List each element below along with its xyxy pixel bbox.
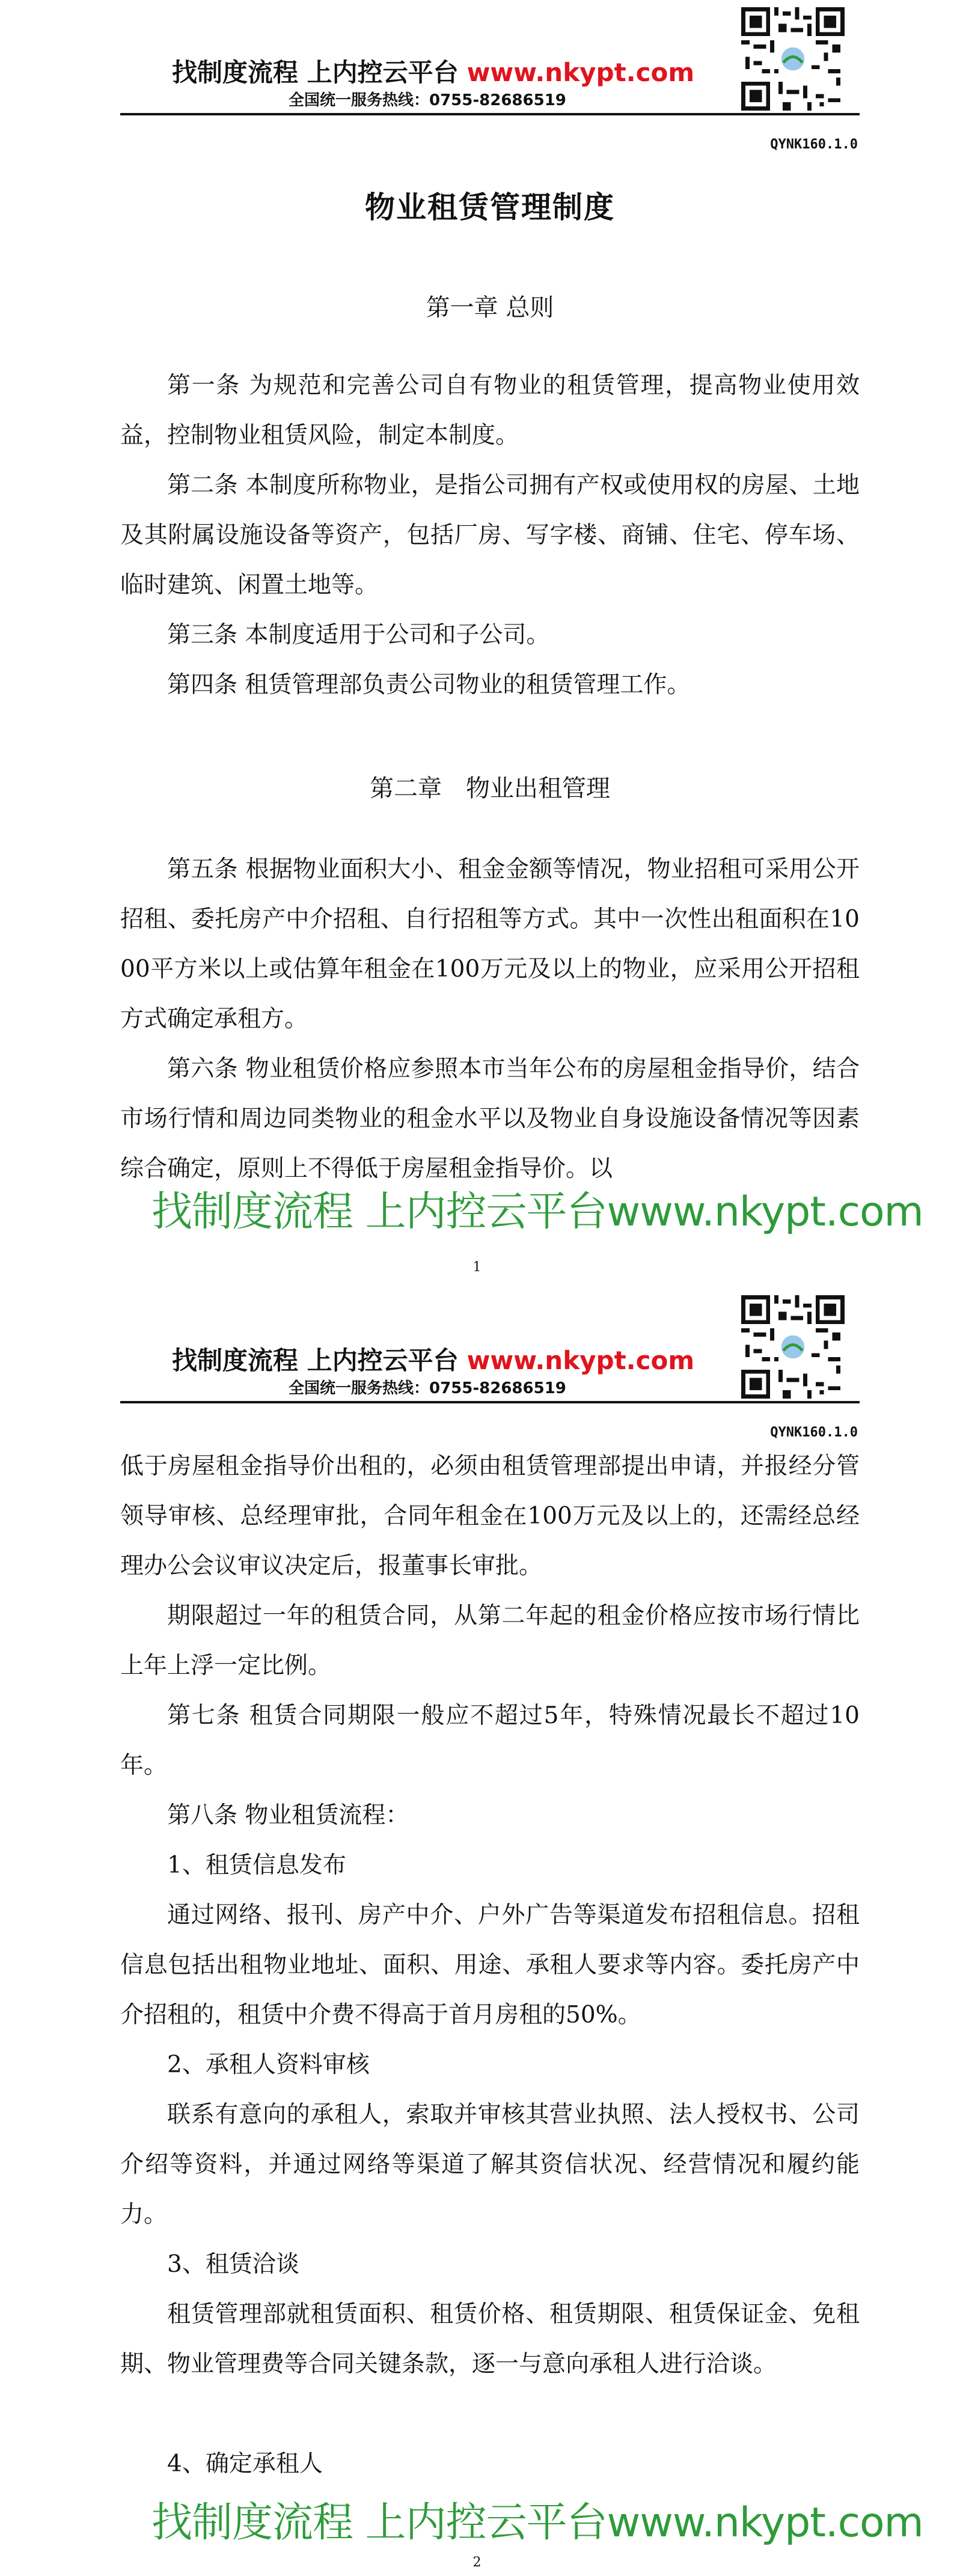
page-number: 2 xyxy=(472,2555,482,2570)
header-brand-text: 找制度流程 上内控云平台 xyxy=(172,1346,459,1375)
article-paragraph: 第八条 物业租赁流程： xyxy=(167,1802,409,1829)
header-url-link[interactable]: www.nkypt.com xyxy=(466,58,695,87)
article-paragraph: 第六条 物业租赁价格应参照本市当年公布的房屋租金指导价，结合市场行情和周边同类物业的租金水平以及物业自身设施设备情况等因素综合确定，原则上不得低于房屋租金指导价。以 xyxy=(120,1055,860,1182)
doc-code: QYNK160.1.0 xyxy=(770,1425,858,1440)
doc-code: QYNK160.1.0 xyxy=(770,137,858,152)
document-title: 物业租赁管理制度 xyxy=(365,189,615,225)
article-paragraph: 期限超过一年的租赁合同，从第二年起的租金价格应按市场行情比上年上浮一定比例。 xyxy=(120,1602,860,1679)
article-paragraph: 第三条 本制度适用于公司和子公司。 xyxy=(167,621,550,649)
header-url-link[interactable]: www.nkypt.com xyxy=(466,1346,695,1375)
article-paragraph: 第四条 租赁管理部负责公司物业的租赁管理工作。 xyxy=(167,671,691,698)
header-brand-text: 找制度流程 上内控云平台 xyxy=(172,58,459,87)
step-paragraph: 联系有意向的承租人，索取并审核其营业执照、法人授权书、公司介绍等资料，并通过网络等渠道了解其资信状况、经营情况和履约能力。 xyxy=(120,2101,860,2228)
chapter-heading: 第一章 总则 xyxy=(426,294,554,322)
article-paragraph: 第二条 本制度所称物业，是指公司拥有产权或使用权的房屋、土地及其附属设施设备等资产，包括厂房、写字楼、商铺、住宅、停车场、临时建筑、闲置土地等。 xyxy=(120,472,860,599)
article-paragraph: 第五条 根据物业面积大小、租金金额等情况，物业招租可采用公开招租、委托房产中介招租、自行招租等方式。其中一次性出租面积在1000平方米以上或估算年租金在100万元及以上的物业，应采用公开招租方式确定承租方。 xyxy=(120,856,860,1033)
step-heading: 2、承租人资料审核 xyxy=(167,2051,370,2078)
article-paragraph: 第七条 租赁合同期限一般应不超过5年，特殊情况最长不超过10年。 xyxy=(120,1702,860,1779)
article-paragraph: 第一条 为规范和完善公司自有物业的租赁管理，提高物业使用效益，控制物业租赁风险，制定本制度。 xyxy=(120,372,860,449)
step-paragraph: 租赁管理部就租赁面积、租赁价格、租赁期限、租赁保证金、免租期、物业管理费等合同关键条款，逐一与意向承租人进行洽谈。 xyxy=(120,2301,860,2378)
step-heading: 1、租赁信息发布 xyxy=(167,1852,346,1879)
watermark-text: 找制度流程 上内控云平台www.nkypt.com xyxy=(151,2499,923,2547)
chapter-heading: 第二章 物业出租管理 xyxy=(370,775,610,802)
watermark-text: 找制度流程 上内控云平台www.nkypt.com xyxy=(151,1188,923,1236)
header-hotline: 全国统一服务热线：0755-82686519 xyxy=(289,1379,566,1397)
page-number: 1 xyxy=(472,1260,482,1275)
page-1-content xyxy=(120,0,860,1288)
header-hotline: 全国统一服务热线：0755-82686519 xyxy=(289,91,566,109)
step-heading: 4、确定承租人 xyxy=(167,2450,323,2477)
article-paragraph: 低于房屋租金指导价出租的，必须由租赁管理部提出申请，并报经分管领导审核、总经理审批，合同年租金在100万元及以上的，还需经总经理办公会议审议决定后，报董事长审批。 xyxy=(120,1453,860,1579)
step-heading: 3、租赁洽谈 xyxy=(167,2251,299,2278)
page-2-content xyxy=(120,1288,860,2576)
step-paragraph: 通过网络、报刊、房产中介、户外广告等渠道发布招租信息。招租信息包括出租物业地址、面积、用途、承租人要求等内容。委托房产中介招租的，租赁中介费不得高于首月房租的50%。 xyxy=(120,1902,860,2028)
page-2 xyxy=(0,1288,954,2576)
